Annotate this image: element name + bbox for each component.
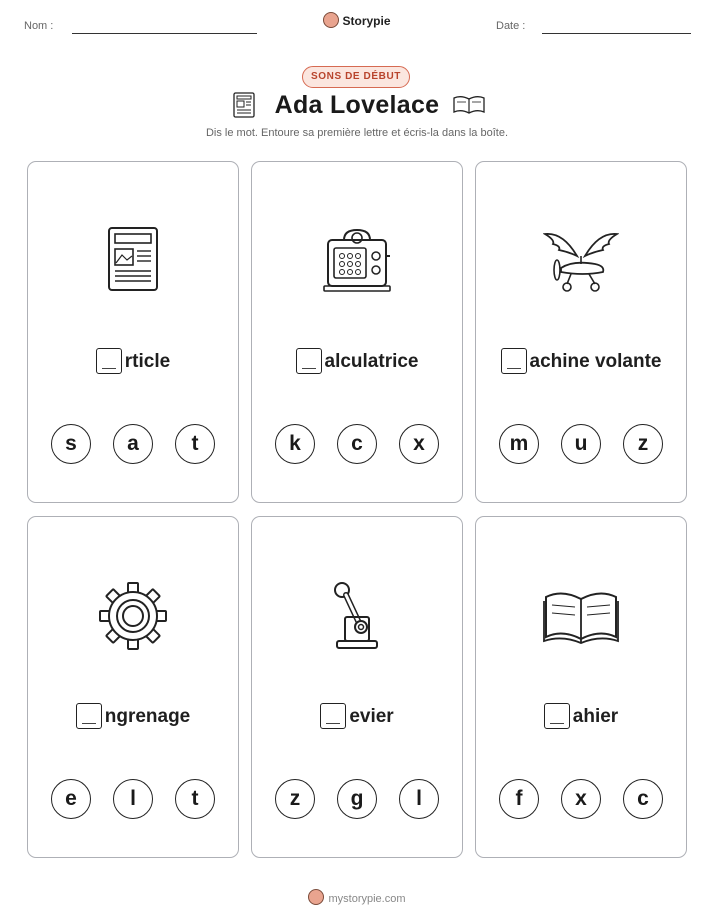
letter-answer-box[interactable] [296, 348, 322, 374]
footer [0, 889, 714, 905]
letter-choice[interactable]: s [51, 424, 91, 464]
newspaper-icon [107, 226, 159, 292]
letter-choices [252, 424, 462, 464]
word-ending: rticle [124, 351, 171, 372]
book-icon [452, 94, 486, 116]
letter-answer-box[interactable] [320, 703, 346, 729]
word-card [27, 516, 239, 858]
word-ending: achine volante [529, 351, 662, 372]
date-label: Date : [496, 20, 526, 32]
word-card [475, 161, 687, 503]
letter-choice[interactable]: m [499, 424, 539, 464]
word-prompt [476, 703, 686, 729]
calculator-machine-icon [322, 226, 392, 294]
word-card [475, 516, 687, 858]
instructions: Dis le mot. Entoure sa première lettre et écris-la dans la boîte. [205, 127, 509, 139]
word-card [251, 516, 463, 858]
letter-answer-box[interactable] [96, 348, 122, 374]
letter-choice[interactable]: a [113, 424, 153, 464]
bear-icon [308, 889, 324, 905]
footer-url[interactable]: mystorypie.com [328, 893, 406, 905]
word-ending: evier [349, 706, 394, 727]
word-prompt [252, 348, 462, 374]
word-ending: ngrenage [104, 706, 191, 727]
letter-choice[interactable]: t [175, 779, 215, 819]
brand-name: Storypie [342, 14, 391, 28]
letter-answer-box[interactable] [544, 703, 570, 729]
letter-choice[interactable]: l [399, 779, 439, 819]
letter-choice[interactable]: x [399, 424, 439, 464]
letter-answer-box[interactable] [76, 703, 102, 729]
letter-choice[interactable]: e [51, 779, 91, 819]
word-prompt [28, 348, 238, 374]
letter-choice[interactable]: c [623, 779, 663, 819]
word-prompt [476, 348, 686, 374]
letter-choice[interactable]: x [561, 779, 601, 819]
category-badge: SONS DE DÉBUT [302, 66, 410, 88]
page-title: Ada Lovelace [274, 91, 440, 119]
letter-choice[interactable]: k [275, 424, 315, 464]
letter-choices [252, 779, 462, 819]
bear-icon [323, 12, 339, 28]
letter-choice[interactable]: z [275, 779, 315, 819]
name-field[interactable] [72, 33, 257, 34]
letter-choices [476, 424, 686, 464]
letter-choice[interactable]: z [623, 424, 663, 464]
word-prompt [28, 703, 238, 729]
letter-choices [476, 779, 686, 819]
flying-machine-icon [543, 226, 619, 294]
letter-answer-box[interactable] [501, 348, 527, 374]
gear-icon [98, 581, 168, 651]
date-field[interactable] [542, 33, 691, 34]
name-label: Nom : [24, 20, 54, 32]
brand-logo [0, 12, 714, 28]
letter-choice[interactable]: c [337, 424, 377, 464]
lever-icon [327, 581, 387, 653]
book-icon [542, 585, 620, 647]
letter-choice[interactable]: l [113, 779, 153, 819]
letter-choices [28, 424, 238, 464]
word-ending: ahier [572, 706, 619, 727]
word-card [27, 161, 239, 503]
word-ending: alculatrice [324, 351, 419, 372]
letter-choice[interactable]: f [499, 779, 539, 819]
letter-choice[interactable]: u [561, 424, 601, 464]
word-card [251, 161, 463, 503]
letter-choices [28, 779, 238, 819]
word-prompt [252, 703, 462, 729]
letter-choice[interactable]: g [337, 779, 377, 819]
letter-choice[interactable]: t [175, 424, 215, 464]
